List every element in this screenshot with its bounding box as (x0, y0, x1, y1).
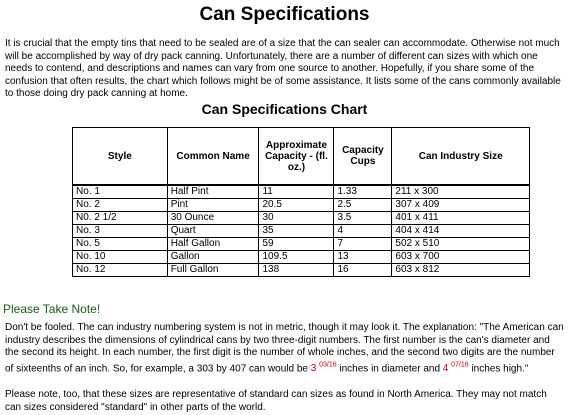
fraction-whole: 4 (442, 362, 449, 374)
cell-cups: 1.33 (334, 185, 392, 199)
cell-oz: 138 (259, 264, 334, 277)
cell-cups: 7 (334, 238, 392, 251)
cell-cups: 13 (334, 251, 392, 264)
note-heading: Please Take Note! (3, 302, 101, 316)
cell-style: No. 12 (73, 264, 168, 277)
cell-size: 401 x 411 (392, 212, 530, 225)
cell-style: N0. 2 1/2 (73, 212, 168, 225)
table-row (73, 212, 530, 225)
table-row (73, 185, 530, 199)
cell-cups: 3.5 (334, 212, 392, 225)
fraction-diameter (311, 363, 337, 374)
page-title: Can Specifications (199, 4, 370, 25)
cell-name: Half Gallon (167, 238, 259, 251)
fraction-height (443, 363, 469, 374)
cell-name: Pint (167, 199, 259, 212)
table-row (73, 225, 530, 238)
cell-size: 603 x 812 (392, 264, 530, 277)
note-text: inches high." (468, 362, 529, 374)
cell-oz: 20.5 (259, 199, 334, 212)
cell-size: 211 x 300 (392, 185, 530, 199)
cell-style: No. 3 (73, 225, 168, 238)
cell-name: Full Gallon (167, 264, 259, 277)
cell-oz: 30 (259, 212, 334, 225)
table-row (73, 199, 530, 212)
fraction-sup: 03/16 (319, 361, 337, 369)
header-style: Style (73, 128, 168, 186)
cell-oz: 11 (259, 185, 334, 199)
cell-cups: 2.5 (334, 199, 392, 212)
intro-paragraph: It is crucial that the empty tins that need to be sealed are of a size that the can sealer can accommodate. Otherwise not much will be accomplished by way of dry pack canning. Unfortunately, there are a number of different can sizes with which one needs to contend, and descriptions and names can vary from one source to another. Hopefully, if you share some of the confusion that often results, the chart which follows might be of some assistance. It lists some of the cans commonly available to those doing dry pack canning at home. (5, 38, 561, 99)
cell-name: Gallon (167, 251, 259, 264)
cell-oz: 35 (259, 225, 334, 238)
chart-title: Can Specifications Chart (201, 101, 368, 117)
table-row (73, 238, 530, 251)
note-paragraph-2: Please note, too, that these sizes are representative of standard can sizes as found in North America. They may not match can sizes considered "standard" in other parts of the world. (5, 389, 547, 413)
cell-name: Quart (167, 225, 259, 238)
cell-style: No. 10 (73, 251, 168, 264)
cell-oz: 59 (259, 238, 334, 251)
cell-size: 307 x 409 (392, 199, 530, 212)
note-text: Don't be fooled. The can industry numbering system is not in metric, though it may look it. The explanation: "The American can industry describes the dimensions of cylindrical cans by two three-digit numbers. The first number is the can's diameter and the second its height. In each number, the first digit is the number of whole inches, and the second two digits are the number of sixteenths of an inch. So, for example, a 303 by 407 can would be (5, 322, 564, 374)
cell-style: No. 5 (73, 238, 168, 251)
note-text: inches in diameter and (336, 362, 443, 374)
note-paragraph-1 (5, 322, 565, 375)
cell-oz: 109.5 (259, 251, 334, 264)
cell-size: 603 x 700 (392, 251, 530, 264)
cell-cups: 16 (334, 264, 392, 277)
header-industry-size: Can Industry Size (392, 128, 530, 186)
cell-style: No. 1 (73, 185, 168, 199)
can-specs-table (72, 127, 530, 277)
header-capacity-cups: Capacity Cups (334, 128, 392, 186)
header-capacity-oz: Approximate Capacity - (fl. oz.) (259, 128, 334, 186)
cell-cups: 4 (334, 225, 392, 238)
cell-size: 404 x 414 (392, 225, 530, 238)
header-common-name: Common Name (167, 128, 259, 186)
fraction-sup: 07/16 (451, 361, 469, 369)
cell-size: 502 x 510 (392, 238, 530, 251)
cell-name: 30 Ounce (167, 212, 259, 225)
fraction-whole: 3 (310, 362, 317, 374)
table-header-row (73, 128, 530, 186)
cell-name: Half Pint (167, 185, 259, 199)
table-row (73, 251, 530, 264)
cell-style: No. 2 (73, 199, 168, 212)
table-row (73, 264, 530, 277)
